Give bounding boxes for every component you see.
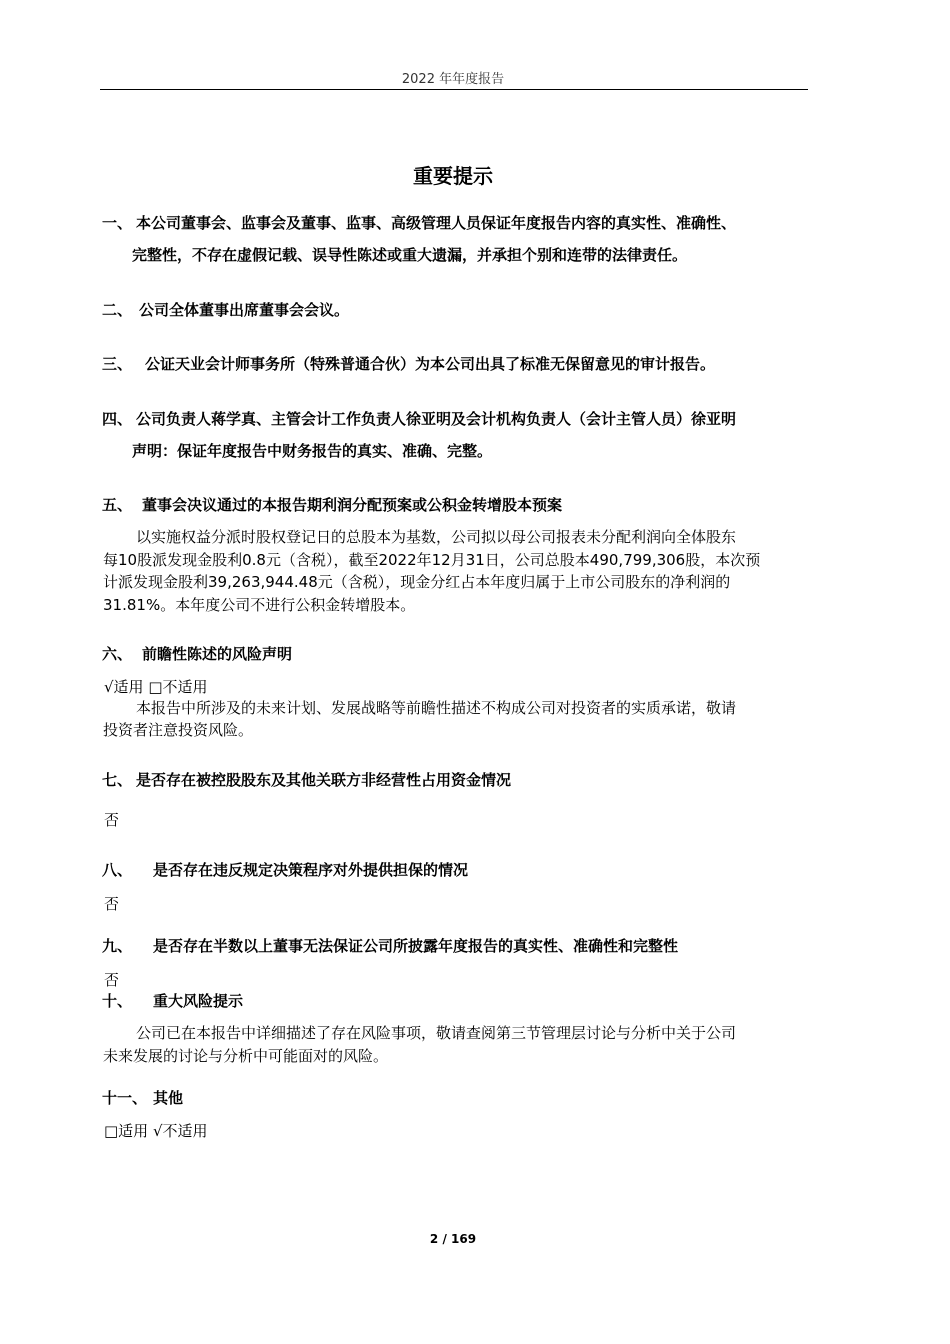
section-10-heading: 重大风险提示 (153, 992, 244, 1010)
section-10-para-line-2: 未来发展的讨论与分析中可能面对的风险。 (103, 1047, 389, 1065)
section-4-number: 四、 (102, 410, 133, 428)
section-1-line-1: 本公司董事会、监事会及董事、监事、高级管理人员保证年度报告内容的真实性、准确性、 (136, 214, 737, 232)
section-9-heading: 是否存在半数以上董事无法保证公司所披露年度报告的真实性、准确性和完整性 (153, 937, 679, 955)
section-10-number: 十、 (102, 992, 133, 1010)
section-5-para-line-1: 以实施权益分派时股权登记日的总股本为基数，公司拟以母公司报表未分配利润向全体股东 (136, 528, 737, 546)
section-5-number: 五、 (102, 496, 133, 514)
page-number: 2 / 169 (429, 1232, 477, 1246)
section-11-heading: 其他 (153, 1089, 184, 1107)
section-4-line-2: 声明：保证年度报告中财务报告的真实、准确、完整。 (132, 442, 493, 460)
section-10-para-line-1: 公司已在本报告中详细描述了存在风险事项，敬请查阅第三节管理层讨论与分析中关于公司 (136, 1024, 737, 1042)
header-rule (100, 89, 808, 90)
section-8-answer: 否 (104, 895, 120, 913)
section-4-line-1: 公司负责人蒋学真、主管会计工作负责人徐亚明及会计机构负责人（会计主管人员）徐亚明 (136, 410, 737, 428)
page-header: 2022 年年度报告 (401, 72, 505, 87)
section-7-answer: 否 (104, 811, 120, 829)
section-8-number: 八、 (102, 861, 133, 879)
section-6-applicability: √适用 □不适用 (104, 678, 208, 696)
section-5-para-line-2: 每10股派发现金股利0.8元（含税），截至2022年12月31日，公司总股本490,799,306股，本次预 (103, 551, 761, 569)
section-5-para-line-3: 计派发现金股利39,263,944.48元（含税），现金分红占本年度归属于上市公司股东的净利润的 (103, 573, 731, 591)
section-11-applicability: □适用 √不适用 (104, 1122, 208, 1140)
section-9-number: 九、 (102, 937, 133, 955)
section-2-number: 二、 (102, 301, 133, 319)
section-1-number: 一、 (102, 214, 133, 232)
section-3-number: 三、 (102, 355, 133, 373)
section-5-para-line-4: 31.81%。本年度公司不进行公积金转增股本。 (103, 596, 416, 614)
section-7-heading: 是否存在被控股股东及其他关联方非经营性占用资金情况 (136, 771, 512, 789)
section-3-text: 公证天业会计师事务所（特殊普通合伙）为本公司出具了标准无保留意见的审计报告。 (145, 355, 716, 373)
section-1-line-2: 完整性，不存在虚假记载、误导性陈述或重大遗漏，并承担个别和连带的法律责任。 (132, 246, 688, 264)
section-2-text: 公司全体董事出席董事会会议。 (139, 301, 350, 319)
section-6-heading: 前瞻性陈述的风险声明 (142, 645, 293, 663)
section-6-para-line-1: 本报告中所涉及的未来计划、发展战略等前瞻性描述不构成公司对投资者的实质承诺，敬请 (136, 699, 737, 717)
section-9-answer: 否 (104, 971, 120, 989)
section-11-number: 十一、 (102, 1089, 148, 1107)
section-6-para-line-2: 投资者注意投资风险。 (103, 721, 254, 739)
section-8-heading: 是否存在违反规定决策程序对外提供担保的情况 (153, 861, 469, 879)
section-5-heading: 董事会决议通过的本报告期利润分配预案或公积金转增股本预案 (142, 496, 563, 514)
section-6-number: 六、 (102, 645, 133, 663)
page-title: 重要提示 (413, 164, 493, 188)
section-7-number: 七、 (102, 771, 133, 789)
